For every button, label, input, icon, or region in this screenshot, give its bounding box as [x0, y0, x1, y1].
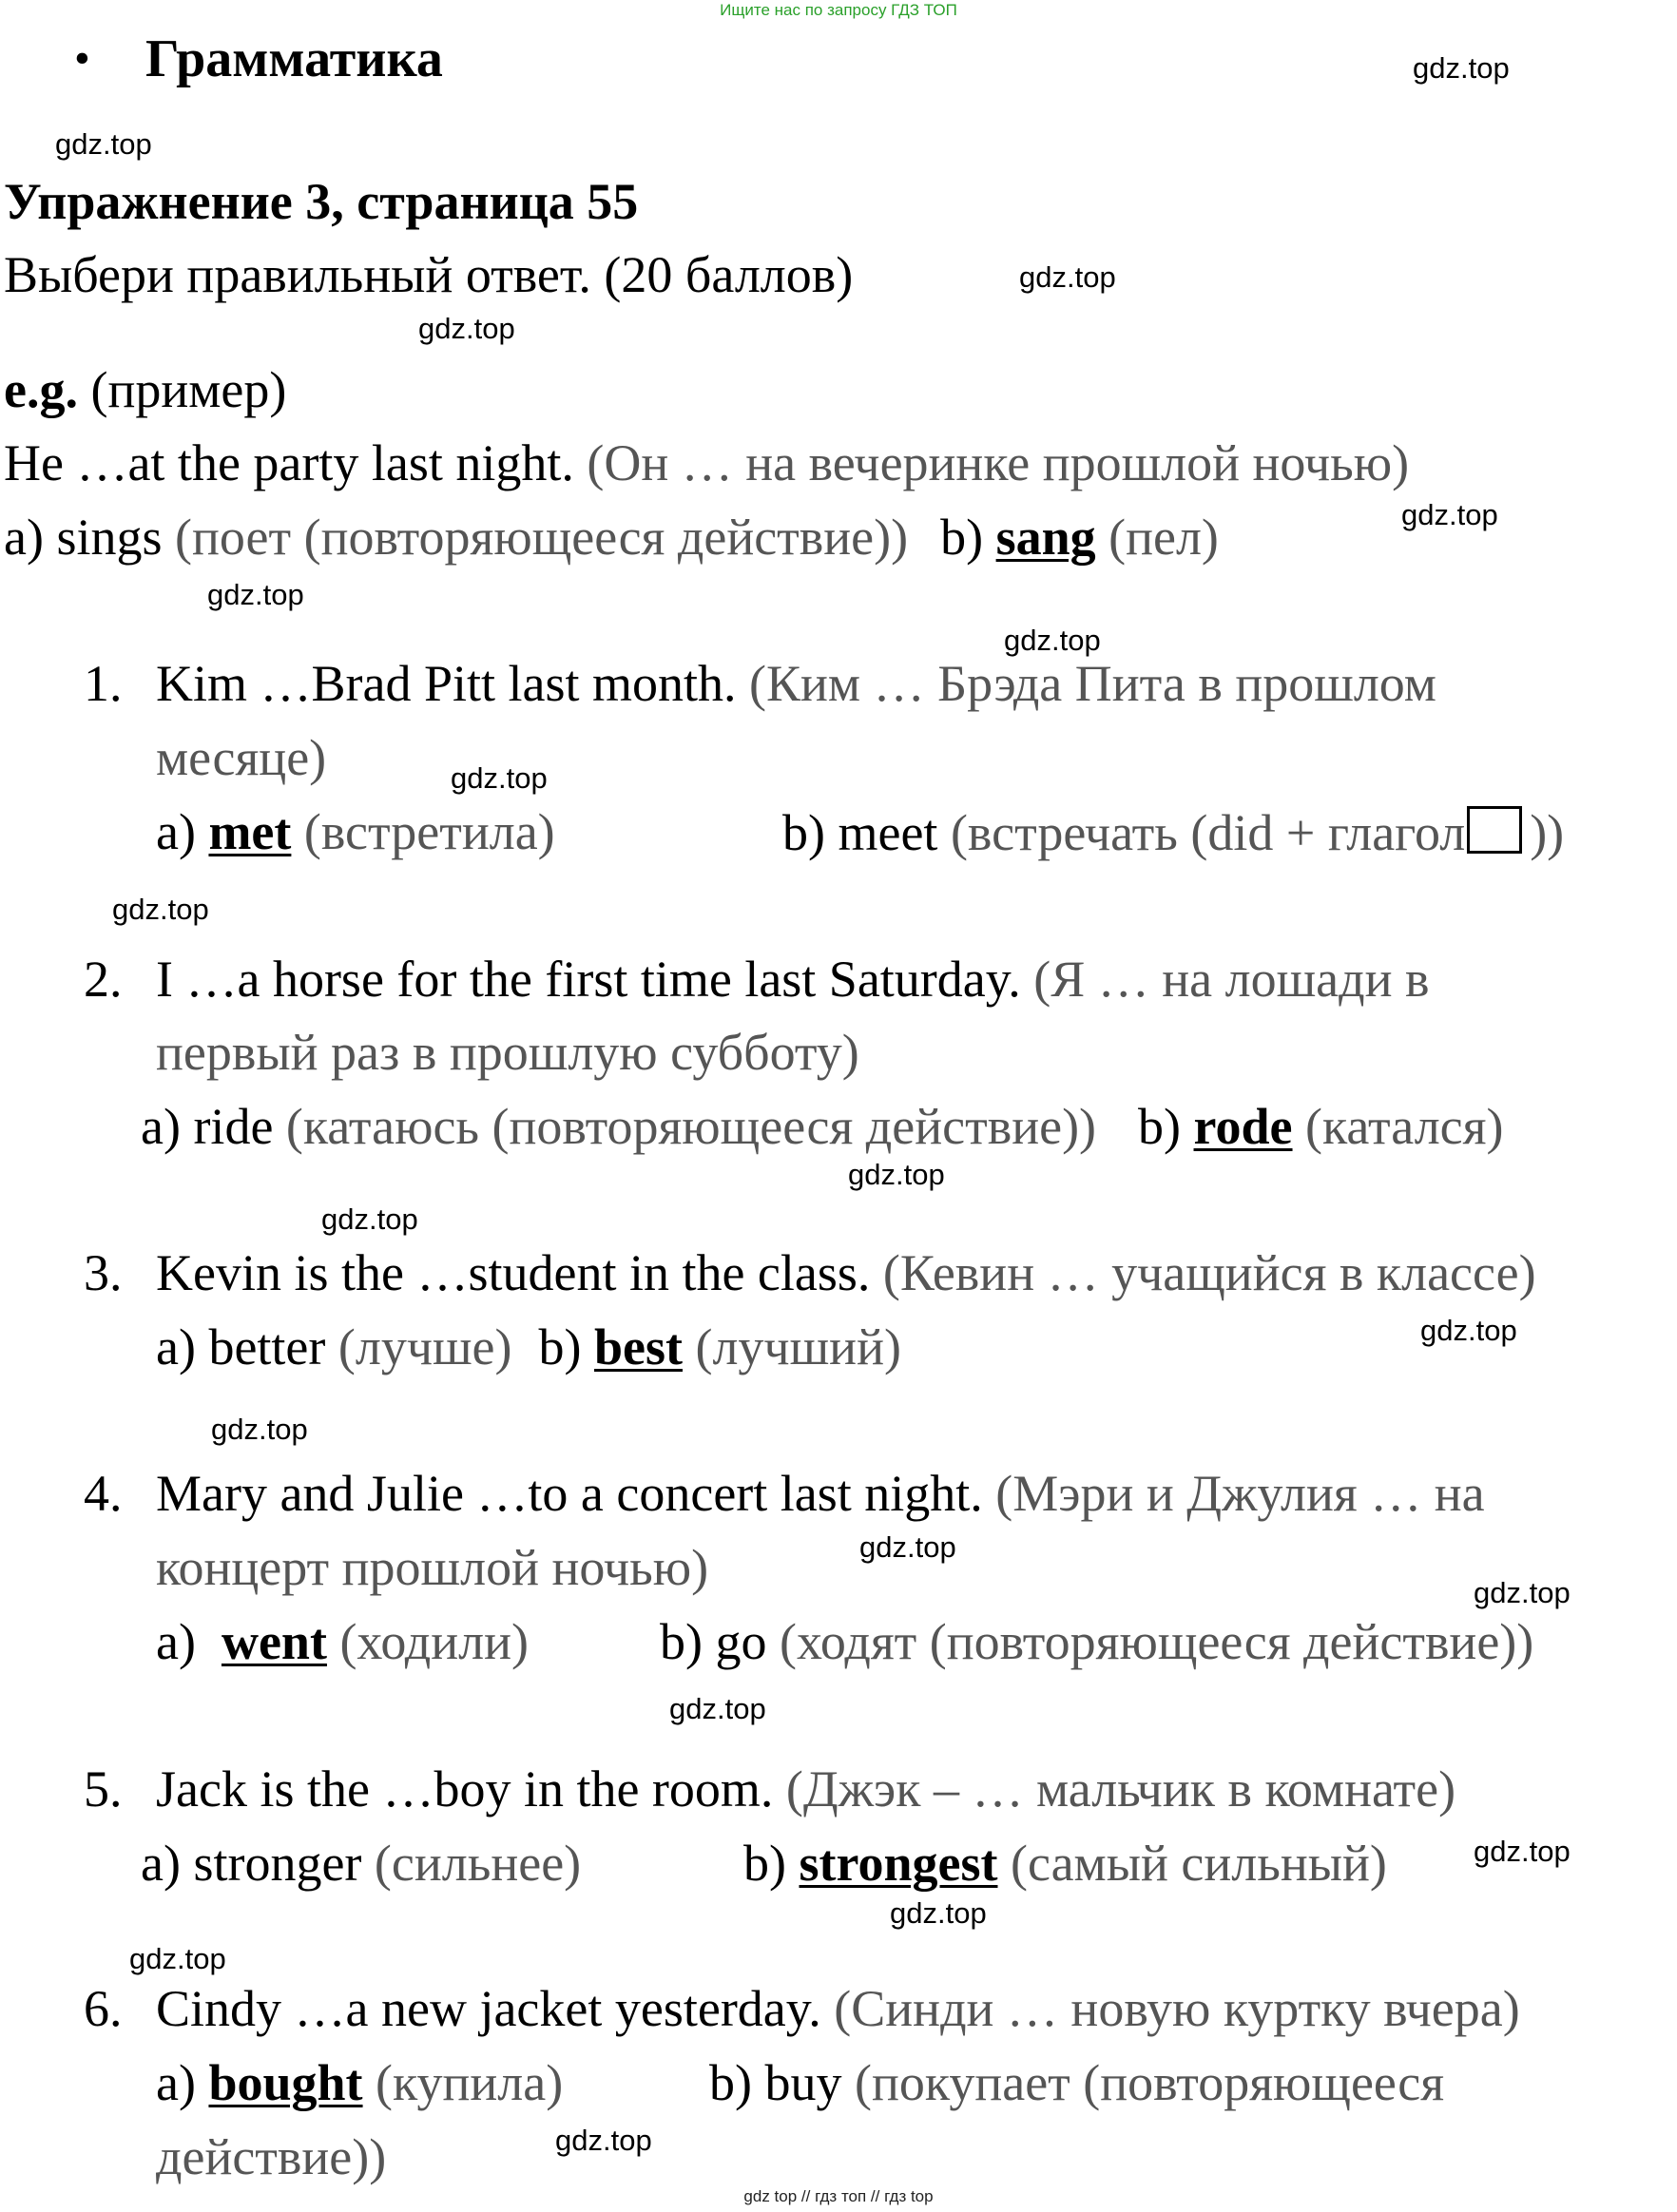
item-sentence: I …a horse for the first time last Saturday. — [156, 951, 1021, 1008]
exercise-title: Упражнение 3, страница 55 — [4, 173, 639, 230]
example-label-line — [4, 361, 287, 418]
watermark: gdz.top — [1413, 51, 1510, 85]
option-b-note: (катался) — [1292, 1098, 1504, 1155]
item-2-translation-cont: первый раз в прошлую субботу) — [156, 1024, 859, 1081]
top-search-link[interactable]: Ищите нас по запросу ГДЗ ТОП — [720, 1, 957, 19]
option-b-prefix: b) — [743, 1835, 800, 1892]
item-6-option-b-cont: действие)) — [156, 2128, 387, 2185]
option-a-note: (лучше) — [325, 1318, 512, 1375]
option-a-note: (ходили) — [326, 1613, 530, 1670]
watermark: gdz.top — [555, 2124, 652, 2157]
item-6-option-b — [709, 2054, 1445, 2111]
item-1-option-a — [156, 803, 555, 860]
item-2-options — [141, 1098, 1504, 1155]
option-a-prefix: a) — [156, 1318, 209, 1375]
item-5-sentence — [84, 1760, 1456, 1818]
watermark: gdz.top — [55, 127, 152, 161]
watermark: gdz.top — [1019, 260, 1116, 294]
watermark: gdz.top — [890, 1896, 987, 1930]
watermark: gdz.top — [451, 761, 548, 795]
option-a-word: stronger — [193, 1835, 362, 1892]
option-b-answer: best — [594, 1318, 683, 1375]
example-sentence: He …at the party last night. — [4, 434, 574, 491]
section-title: Грамматика — [145, 29, 443, 88]
option-a-answer: bought — [208, 2054, 363, 2111]
item-1-translation-cont: месяце) — [156, 729, 327, 786]
option-b-answer: sang — [995, 509, 1096, 566]
option-a-note: (купила) — [362, 2054, 564, 2111]
watermark: gdz.top — [1401, 498, 1498, 531]
item-1-sentence — [84, 655, 1436, 712]
option-b-answer: rode — [1193, 1098, 1293, 1155]
watermark: gdz.top — [112, 893, 209, 926]
item-6-option-a — [156, 2054, 564, 2111]
option-b-prefix: b) — [940, 509, 996, 566]
option-a-answer: met — [208, 803, 292, 860]
item-sentence: Kim …Brad Pitt last month. — [156, 655, 737, 712]
watermark: gdz.top — [129, 1942, 226, 1975]
option-b-note: (ходят (повторяющееся действие)) — [766, 1613, 1534, 1670]
option-a-prefix: a) — [4, 509, 57, 566]
item-4-sentence — [84, 1465, 1485, 1522]
option-b-word: buy — [764, 2054, 842, 2111]
option-b-prefix: b) — [709, 2054, 765, 2111]
item-4-option-a — [156, 1613, 530, 1670]
option-a-note: (сильнее) — [361, 1835, 582, 1892]
item-number: 3. — [84, 1244, 123, 1301]
watermark: gdz.top — [1420, 1314, 1517, 1347]
option-b-note: (пел) — [1095, 509, 1219, 566]
option-b-prefix: b) — [538, 1318, 594, 1375]
watermark: gdz.top — [669, 1692, 766, 1725]
option-a-word: better — [208, 1318, 326, 1375]
watermark: gdz.top — [1004, 624, 1101, 657]
watermark: gdz.top — [418, 312, 515, 345]
watermark: gdz.top — [207, 578, 304, 611]
item-number: 6. — [84, 1980, 123, 2037]
item-5-option-a — [141, 1835, 582, 1892]
item-6-sentence — [84, 1980, 1520, 2037]
bottom-link[interactable]: gdz top // гдз топ // гдз top — [743, 2187, 934, 2205]
option-b-prefix: b) — [660, 1613, 716, 1670]
example-sentence-line — [4, 434, 1410, 491]
option-a-answer: went — [221, 1613, 327, 1670]
item-sentence: Cindy …a new jacket yesterday. — [156, 1980, 821, 2037]
option-a-note: (встретила) — [291, 803, 555, 860]
option-b-answer: strongest — [799, 1835, 998, 1892]
option-b-note: (самый сильный) — [997, 1835, 1387, 1892]
watermark: gdz.top — [1474, 1576, 1571, 1609]
option-a-prefix: a) — [141, 1098, 194, 1155]
watermark: gdz.top — [211, 1413, 308, 1446]
option-a-word: sings — [56, 509, 163, 566]
item-number: 5. — [84, 1760, 123, 1818]
item-3-options — [156, 1318, 901, 1375]
watermark: gdz.top — [1474, 1835, 1571, 1868]
exercise-instruction: Выбери правильный ответ. (20 баллов) — [4, 246, 854, 303]
option-a-prefix: a) — [156, 2054, 209, 2111]
example-label-note: (пример) — [90, 361, 287, 418]
item-number: 1. — [84, 655, 123, 712]
watermark: gdz.top — [859, 1530, 956, 1564]
item-translation: (Мэри и Джулия … на — [995, 1465, 1485, 1522]
item-translation: (Джэк – … мальчик в комнате) — [785, 1760, 1456, 1818]
item-translation: (Я … на лошади в — [1033, 951, 1430, 1008]
item-sentence: Jack is the …boy in the room. — [156, 1760, 774, 1818]
empty-box-icon — [1467, 806, 1522, 854]
option-a-note: (поет (повторяющееся действие)) — [162, 509, 909, 566]
example-options — [4, 509, 1219, 566]
option-b-word: go — [715, 1613, 767, 1670]
option-b-note: (покупает (повторяющееся — [841, 2054, 1445, 2111]
option-a-note: (катаюсь (повторяющееся действие)) — [273, 1098, 1097, 1155]
item-4-translation-cont: концерт прошлой ночью) — [156, 1539, 709, 1596]
option-b-prefix: b) — [1138, 1098, 1194, 1155]
item-translation: (Синди … новую куртку вчера) — [834, 1980, 1520, 2037]
item-4-option-b — [660, 1613, 1534, 1670]
option-b-note: (встречать (did + глагол — [937, 804, 1466, 861]
item-3-sentence — [84, 1244, 1536, 1301]
option-b-note-end: )) — [1530, 804, 1565, 861]
item-translation: (Ким … Брэда Пита в прошлом — [749, 655, 1436, 712]
option-a-prefix: a) — [156, 1613, 222, 1670]
item-sentence: Mary and Julie …to a concert last night. — [156, 1465, 983, 1522]
item-5-option-b — [743, 1835, 1387, 1892]
bullet-icon: • — [74, 33, 90, 84]
item-number: 4. — [84, 1465, 123, 1522]
example-translation: (Он … на вечеринке прошлой ночью) — [587, 434, 1410, 491]
item-2-sentence — [84, 951, 1430, 1008]
example-label: e.g. — [4, 361, 78, 418]
watermark: gdz.top — [321, 1202, 418, 1236]
watermark: gdz.top — [848, 1158, 945, 1191]
item-sentence: Kevin is the …student in the class. — [156, 1244, 871, 1301]
option-b-word: meet — [838, 804, 938, 861]
option-a-prefix: a) — [156, 803, 209, 860]
option-a-word: ride — [193, 1098, 274, 1155]
item-translation: (Кевин … учащийся в классе) — [882, 1244, 1536, 1301]
item-1-option-b — [782, 804, 1565, 861]
option-b-prefix: b) — [782, 804, 838, 861]
option-b-note: (лучший) — [683, 1318, 901, 1375]
option-a-prefix: a) — [141, 1835, 194, 1892]
item-number: 2. — [84, 951, 123, 1008]
